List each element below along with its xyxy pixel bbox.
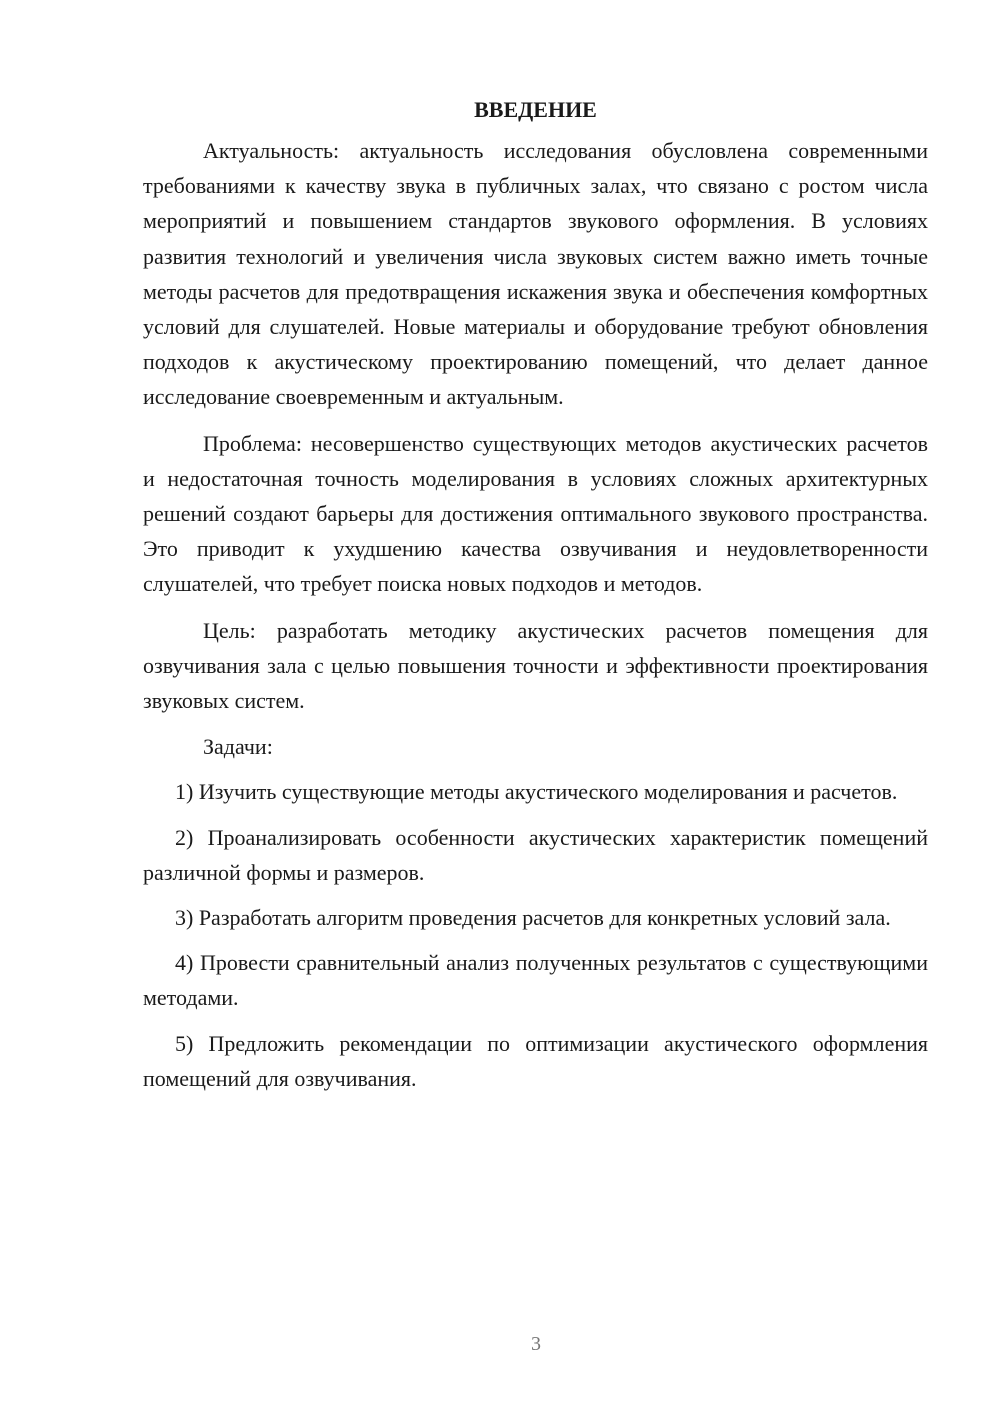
tasks-heading: Задачи:	[203, 734, 273, 760]
task-item: 1) Изучить существующие методы акустического моделирования и расчетов.	[175, 779, 898, 805]
task-item: 2) Проанализировать особенности акустических характеристик помещений различной формы и размеров.	[143, 824, 928, 885]
paragraph-problem: Проблема: несовершенство существующих методов акустических расчетов и недостаточная точность моделирования в условиях сложных архитектурных решений создают барьеры для достижения оптимального звукового пространства. Это приводит к ухудшению качества озвучивания и неудовлетворенности слушателей, что требует поиска новых подходов и методов.	[143, 430, 928, 597]
paragraph-goal: Цель: разработать методику акустических расчетов помещения для озвучивания зала с целью повышения точности и эффективности проектирования звуковых систем.	[143, 617, 928, 714]
paragraph-relevance: Актуальность: актуальность исследования обусловлена современными требованиями к качеству звука в публичных залах, что связано с ростом числа мероприятий и повышением стандартов звукового оформления. В условиях развития технологий и увеличения числа звуковых систем важно иметь точные методы расчетов для предотвращения искажения звука и обеспечения комфортных условий для слушателей. Новые материалы и оборудование требуют обновления подходов к акустическому проектированию помещений, что делает данное исследование своевременным и актуальным.	[143, 138, 928, 410]
document-page	[143, 92, 928, 1106]
task-item: 3) Разработать алгоритм проведения расчетов для конкретных условий зала.	[175, 905, 891, 931]
task-item: 4) Провести сравнительный анализ полученных результатов с существующими методами.	[143, 950, 928, 1011]
task-item: 5) Предложить рекомендации по оптимизации акустического оформления помещений для озвучивания.	[143, 1030, 928, 1091]
section-title: ВВЕДЕНИЕ	[474, 97, 597, 122]
task-list	[143, 774, 928, 1096]
page-number: 3	[531, 1333, 541, 1355]
